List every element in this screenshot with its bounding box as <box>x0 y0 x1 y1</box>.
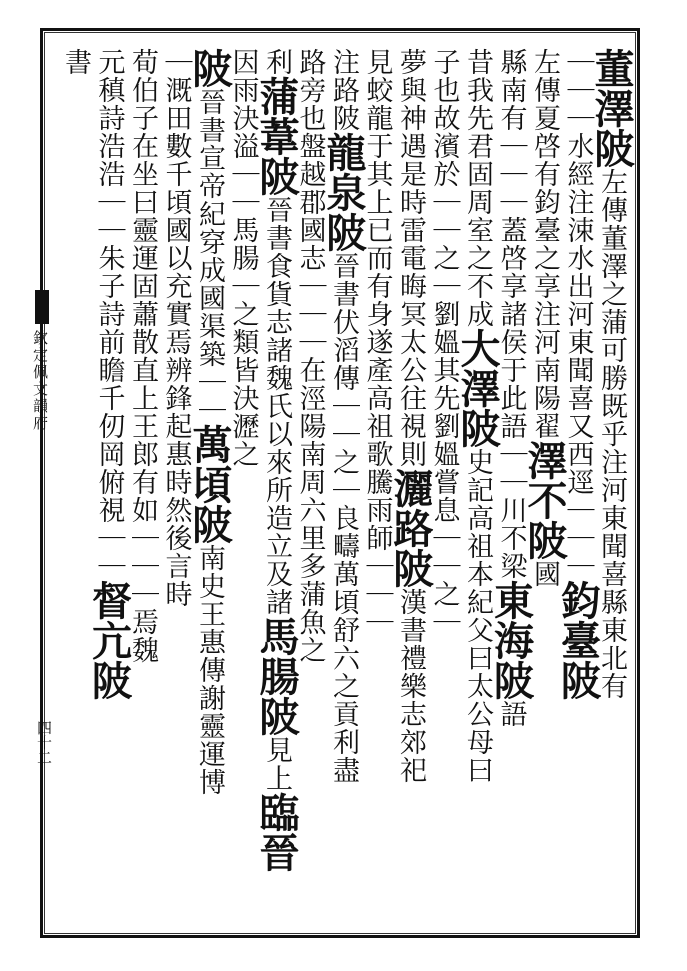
commentary-text: 晉書伏滔傳｜｜之｜良疇萬頃舒六之貢利盡 <box>328 252 359 784</box>
text-column <box>521 48 568 928</box>
text-column <box>554 48 602 928</box>
text-column <box>294 48 331 928</box>
text-column <box>588 48 635 928</box>
commentary-text: 利 <box>261 48 292 76</box>
text-column <box>320 48 367 928</box>
commentary-text: 晉書宣帝紀穿成國渠築｜｜ <box>194 88 225 424</box>
text-column <box>387 48 434 928</box>
text-column <box>227 48 264 928</box>
commentary-text: 歌騰雨師｜｜｜ <box>361 440 393 636</box>
text-column <box>428 48 465 928</box>
commentary-text: 夢與神遇是時雷電晦冥太公往視則 <box>395 48 426 468</box>
commentary-text: 見上 <box>261 736 292 792</box>
text-column <box>454 48 501 928</box>
text-column <box>60 48 97 928</box>
commentary-text: 史記高祖本紀父曰太公母曰 <box>462 448 493 784</box>
headword: 鈞臺陂 <box>554 580 602 700</box>
headword: 灑路陂 <box>387 468 434 588</box>
commentary-text: ｜｜｜水經注涑水出河東聞喜又西逕｜｜｜ <box>562 48 594 580</box>
text-column <box>487 48 535 928</box>
headword: 馬腸陂 <box>253 616 300 736</box>
text-column <box>186 48 233 928</box>
commentary-text: 劉媼其先劉媼嘗息｜｜之｜ <box>428 300 460 636</box>
headword: 董澤陂 <box>588 48 635 168</box>
page-number: 四十二 <box>35 720 53 765</box>
commentary-text: 荀伯子在坐曰靈運固蕭散直上王郎有如｜｜｜焉 <box>127 48 158 636</box>
book-title-edge: 欽定佩文韻府 <box>31 330 49 432</box>
commentary-text: 國 <box>529 560 560 588</box>
commentary-text: 晉書食貨志諸魏氏以來所造立及諸 <box>261 196 292 616</box>
commentary-text: 左傳董澤之蒲可勝既乎注河東聞喜縣東北有 <box>596 168 627 700</box>
headword: 東海陂 <box>487 580 535 700</box>
commentary-text: 魏 <box>127 636 158 664</box>
text-column <box>253 48 300 928</box>
headword: 蒲葦陂 <box>253 76 300 196</box>
headword: 大澤陂 <box>454 328 501 448</box>
commentary-text: 縣南有｜｜｜蓋啓享諸侯于此 <box>495 48 527 412</box>
text-column <box>361 48 398 928</box>
commentary-text: 因雨決溢｜｜馬腸｜之類皆決瀝之 <box>227 48 259 468</box>
headword: 龍泉陂 <box>320 132 367 252</box>
commentary-text: 盤越郡國志｜｜｜在涇陽南周六里多蒲魚之 <box>294 132 326 664</box>
commentary-text: 子也故濱於｜｜之｜ <box>428 48 460 300</box>
headword: 督亢陂 <box>85 580 133 700</box>
text-column <box>85 48 133 928</box>
commentary-text: 南史王惠傳謝靈運博 <box>194 544 225 796</box>
commentary-text: 元稹詩浩浩｜｜朱子詩前瞻千仞岡俯視｜｜ <box>93 48 125 580</box>
gutter-fishtail-mark <box>35 290 49 324</box>
text-column <box>127 48 164 928</box>
commentary-text: 語｜｜川不梁 <box>495 412 527 580</box>
commentary-text: 見蛟龍于其上已而有身遂產高祖 <box>361 48 393 440</box>
headword: 澤不陂 <box>521 440 568 560</box>
commentary-text: ｜溉田數千頃國以充實焉 <box>160 48 192 356</box>
commentary-text: 昔我先君固周室之不成 <box>462 48 493 328</box>
commentary-text: 漢書禮樂志郊祀 <box>395 588 426 784</box>
commentary-text: 書 <box>60 48 91 76</box>
headword: 臨晉 <box>253 792 300 872</box>
commentary-text: 路旁也 <box>294 48 326 132</box>
headword: 萬頃陂 <box>186 424 233 544</box>
text-column <box>160 48 197 928</box>
commentary-text: 左傳夏啓有鈞臺之享注河南陽翟 <box>529 48 560 440</box>
headword: 陂 <box>186 48 233 88</box>
commentary-text: 辨鋒起惠時然後言時 <box>160 356 192 608</box>
commentary-text: 注路陂 <box>328 48 359 132</box>
commentary-text: 語 <box>495 700 527 728</box>
